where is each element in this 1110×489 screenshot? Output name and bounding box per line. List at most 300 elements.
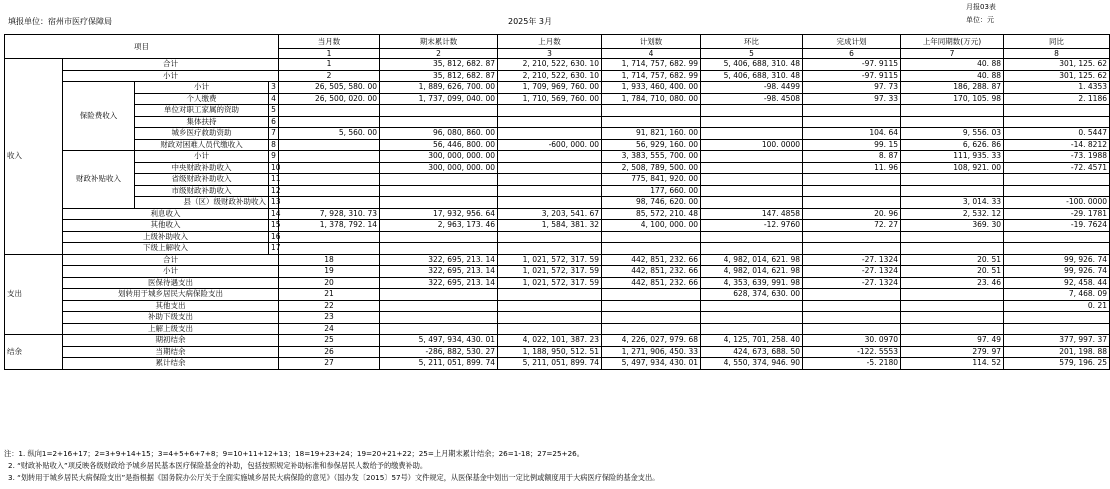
value-cell: 5, 406, 688, 310. 48: [701, 70, 803, 82]
col-header: 上月数: [498, 35, 602, 49]
group-label: 财政补贴收入: [63, 151, 135, 209]
value-cell: [498, 289, 602, 301]
value-cell: [901, 174, 1004, 186]
value-cell: 1, 584, 381. 32: [498, 220, 602, 232]
value-cell: [380, 116, 498, 128]
value-cell: [701, 128, 803, 140]
row-number: 16: [269, 231, 279, 243]
value-cell: [701, 300, 803, 312]
table-row: [5, 231, 1110, 243]
value-cell: 100. 0000: [701, 139, 803, 151]
col-header: 期末累计数: [380, 35, 498, 49]
col-header: 环比: [701, 35, 803, 49]
value-cell: 97. 49: [901, 335, 1004, 347]
value-cell: 6, 626. 86: [901, 139, 1004, 151]
value-cell: -14. 8212: [1004, 139, 1110, 151]
value-cell: 377, 997. 37: [1004, 335, 1110, 347]
table-row: [5, 197, 1110, 209]
row-label: 个人缴费: [135, 93, 269, 105]
row-number: 25: [279, 335, 380, 347]
table-row: [5, 358, 1110, 370]
value-cell: 4, 125, 701, 258. 40: [701, 335, 803, 347]
value-cell: 2, 532. 12: [901, 208, 1004, 220]
table-row: [5, 185, 1110, 197]
value-cell: 99, 926. 74: [1004, 266, 1110, 278]
value-cell: [498, 185, 602, 197]
row-number: 9: [269, 151, 279, 163]
value-cell: [701, 151, 803, 163]
row-number: 19: [279, 266, 380, 278]
value-cell: 201, 198. 88: [1004, 346, 1110, 358]
value-cell: 1, 889, 626, 700. 00: [380, 82, 498, 94]
value-cell: 3, 014. 33: [901, 197, 1004, 209]
value-cell: [380, 289, 498, 301]
value-cell: [279, 243, 380, 255]
value-cell: 1, 271, 906, 450. 33: [602, 346, 701, 358]
value-cell: [602, 300, 701, 312]
value-cell: [803, 185, 901, 197]
value-cell: 186, 288. 87: [901, 82, 1004, 94]
value-cell: 4, 226, 027, 979. 68: [602, 335, 701, 347]
value-cell: [1004, 174, 1110, 186]
value-cell: [803, 105, 901, 117]
table-row: [5, 220, 1110, 232]
table-row: [5, 128, 1110, 140]
value-cell: 1, 021, 572, 317. 59: [498, 266, 602, 278]
row-label: 省级财政补助收入: [135, 174, 269, 186]
row-number: 3: [269, 82, 279, 94]
value-cell: 85, 572, 210. 48: [602, 208, 701, 220]
value-cell: -100. 0000: [1004, 197, 1110, 209]
table-row: [5, 151, 1110, 163]
table-row: [5, 162, 1110, 174]
value-cell: 40. 88: [901, 59, 1004, 71]
row-label: 期初结余: [63, 335, 279, 347]
value-cell: [602, 289, 701, 301]
table-row: [5, 139, 1110, 151]
table-row: [5, 70, 1110, 82]
value-cell: [602, 105, 701, 117]
value-cell: [803, 289, 901, 301]
row-label: 其他支出: [63, 300, 279, 312]
value-cell: [1004, 231, 1110, 243]
value-cell: [803, 312, 901, 324]
value-cell: [498, 105, 602, 117]
reporting-unit: 填报单位：宿州市医疗保障局: [8, 17, 112, 26]
row-number: 1: [279, 59, 380, 71]
value-cell: -5. 2180: [803, 358, 901, 370]
value-cell: 96, 080, 860. 00: [380, 128, 498, 140]
value-cell: 5, 497, 934, 430. 01: [602, 358, 701, 370]
table-row: [5, 335, 1110, 347]
value-cell: 2. 1186: [1004, 93, 1110, 105]
row-number: 2: [279, 70, 380, 82]
value-cell: [1004, 312, 1110, 324]
value-cell: [901, 185, 1004, 197]
value-cell: 3, 383, 555, 700. 00: [602, 151, 701, 163]
value-cell: [380, 231, 498, 243]
value-cell: 91, 821, 160. 00: [602, 128, 701, 140]
table-row: [5, 300, 1110, 312]
table-row: [5, 266, 1110, 278]
value-cell: 7, 928, 310. 73: [279, 208, 380, 220]
value-cell: 35, 812, 682. 87: [380, 59, 498, 71]
value-cell: 20. 51: [901, 254, 1004, 266]
row-label: 合计: [63, 254, 279, 266]
value-cell: 442, 851, 232. 66: [602, 266, 701, 278]
col-header: 当月数: [279, 35, 380, 49]
footnote: 3. “划转用于城乡居民大病保险支出”是指根据《国务院办公厅关于全面实施城乡居民大病保险的意见》（国办发〔2015〕57号）文件规定，从医保基金中划出一定比例或额度用于大病医疗保险的基金支出。: [8, 473, 660, 482]
value-cell: [279, 231, 380, 243]
value-cell: 5, 497, 934, 430. 01: [380, 335, 498, 347]
value-cell: [602, 231, 701, 243]
row-label: 市级财政补助收入: [135, 185, 269, 197]
value-cell: 72. 27: [803, 220, 901, 232]
value-cell: 17, 932, 956. 64: [380, 208, 498, 220]
value-cell: [602, 312, 701, 324]
row-label: 小计: [63, 70, 279, 82]
value-cell: 775, 841, 920. 00: [602, 174, 701, 186]
value-cell: [498, 231, 602, 243]
value-cell: 99. 15: [803, 139, 901, 151]
footnote: 2. “财政补贴收入”项反映各级财政给予城乡居民基本医疗保险基金的补助，包括按照规定补助标准和参保居民人数给予的缴费补助。: [8, 461, 428, 470]
col-header: 上年同期数(万元): [901, 35, 1004, 49]
value-cell: [901, 105, 1004, 117]
value-cell: [701, 243, 803, 255]
value-cell: [498, 151, 602, 163]
row-number: 26: [279, 346, 380, 358]
value-cell: 1, 188, 950, 512. 51: [498, 346, 602, 358]
value-cell: [701, 231, 803, 243]
value-cell: [803, 197, 901, 209]
value-cell: [380, 300, 498, 312]
row-number: 13: [269, 197, 279, 209]
col-number: 2: [380, 49, 498, 59]
value-cell: [498, 128, 602, 140]
value-cell: [498, 174, 602, 186]
value-cell: 40. 88: [901, 70, 1004, 82]
table-row: [5, 116, 1110, 128]
value-cell: 56, 929, 160. 00: [602, 139, 701, 151]
row-number: 24: [279, 323, 380, 335]
value-cell: -72. 4571: [1004, 162, 1110, 174]
value-cell: 7, 468. 09: [1004, 289, 1110, 301]
value-cell: -29. 1781: [1004, 208, 1110, 220]
row-label: 合计: [63, 59, 279, 71]
row-label: 其他收入: [63, 220, 269, 232]
table-row: [5, 346, 1110, 358]
value-cell: 442, 851, 232. 66: [602, 254, 701, 266]
value-cell: 35, 812, 682. 87: [380, 70, 498, 82]
value-cell: -97. 9115: [803, 70, 901, 82]
value-cell: 424, 673, 688. 50: [701, 346, 803, 358]
form-number: 月报03表: [966, 3, 996, 11]
value-cell: 1, 709, 969, 760. 00: [498, 82, 602, 94]
value-cell: 1, 021, 572, 317. 59: [498, 277, 602, 289]
value-cell: [279, 185, 380, 197]
value-cell: 4, 022, 101, 387. 23: [498, 335, 602, 347]
row-label: 划转用于城乡居民大病保险支出: [63, 289, 279, 301]
value-cell: [498, 162, 602, 174]
row-label: 补助下级支出: [63, 312, 279, 324]
value-cell: [1004, 116, 1110, 128]
value-cell: [1004, 105, 1110, 117]
row-label: 上级补助收入: [63, 231, 269, 243]
value-cell: -73. 1988: [1004, 151, 1110, 163]
value-cell: 5, 560. 00: [279, 128, 380, 140]
value-cell: 97. 73: [803, 82, 901, 94]
value-cell: [602, 116, 701, 128]
value-cell: [901, 116, 1004, 128]
col-number: 7: [901, 49, 1004, 59]
row-label: 城乡医疗救助资助: [135, 128, 269, 140]
row-number: 8: [269, 139, 279, 151]
value-cell: 104. 64: [803, 128, 901, 140]
value-cell: [279, 105, 380, 117]
row-label: 上解上级支出: [63, 323, 279, 335]
value-cell: [279, 139, 380, 151]
row-label: 当期结余: [63, 346, 279, 358]
value-cell: [279, 197, 380, 209]
value-cell: 300, 000, 000. 00: [380, 162, 498, 174]
col-number: 3: [498, 49, 602, 59]
value-cell: -27. 1324: [803, 266, 901, 278]
value-cell: [901, 323, 1004, 335]
row-label: 小计: [135, 82, 269, 94]
row-number: 11: [269, 174, 279, 186]
row-number: 7: [269, 128, 279, 140]
table-row: [5, 289, 1110, 301]
value-cell: -98. 4508: [701, 93, 803, 105]
row-number: 10: [269, 162, 279, 174]
table-row: [5, 254, 1110, 266]
value-cell: 8. 87: [803, 151, 901, 163]
value-cell: -19. 7624: [1004, 220, 1110, 232]
table-row: [5, 323, 1110, 335]
row-number: 15: [269, 220, 279, 232]
col-number: 6: [803, 49, 901, 59]
value-cell: [701, 105, 803, 117]
value-cell: [701, 312, 803, 324]
value-cell: -27. 1324: [803, 277, 901, 289]
value-cell: 301, 125. 62: [1004, 59, 1110, 71]
value-cell: 1. 4353: [1004, 82, 1110, 94]
value-cell: 301, 125. 62: [1004, 70, 1110, 82]
fund-report-table: [4, 34, 1110, 370]
value-cell: 30. 0970: [803, 335, 901, 347]
value-cell: [701, 323, 803, 335]
value-cell: [602, 323, 701, 335]
row-number: 20: [279, 277, 380, 289]
value-cell: [1004, 243, 1110, 255]
col-header: 同比: [1004, 35, 1110, 49]
group-label: 结余: [5, 335, 63, 370]
value-cell: 4, 982, 014, 621. 98: [701, 254, 803, 266]
value-cell: 9, 556. 03: [901, 128, 1004, 140]
value-cell: 1, 714, 757, 682. 99: [602, 70, 701, 82]
value-cell: 26, 500, 020. 00: [279, 93, 380, 105]
row-number: 23: [279, 312, 380, 324]
row-number: 18: [279, 254, 380, 266]
value-cell: 1, 378, 792. 14: [279, 220, 380, 232]
group-label: 支出: [5, 254, 63, 335]
value-cell: [498, 323, 602, 335]
row-number: 14: [269, 208, 279, 220]
table-row: [5, 243, 1110, 255]
value-cell: 0. 5447: [1004, 128, 1110, 140]
value-cell: [901, 243, 1004, 255]
value-cell: 579, 196. 25: [1004, 358, 1110, 370]
value-cell: 1, 933, 460, 400. 00: [602, 82, 701, 94]
value-cell: [380, 197, 498, 209]
col-number: 5: [701, 49, 803, 59]
footnotes: [4, 448, 659, 484]
value-cell: [380, 243, 498, 255]
value-cell: [803, 116, 901, 128]
value-cell: [498, 312, 602, 324]
row-label: 集体扶持: [135, 116, 269, 128]
row-number: 4: [269, 93, 279, 105]
value-cell: [279, 116, 380, 128]
row-label: 财政对困难人员代缴收入: [135, 139, 269, 151]
table-row: [5, 82, 1110, 94]
col-number: 8: [1004, 49, 1110, 59]
value-cell: 26, 505, 580. 00: [279, 82, 380, 94]
value-cell: 5, 211, 051, 899. 74: [380, 358, 498, 370]
value-cell: 56, 446, 800. 00: [380, 139, 498, 151]
value-cell: 1, 737, 099, 040. 00: [380, 93, 498, 105]
row-number: 17: [269, 243, 279, 255]
group-label: 收入: [5, 59, 63, 255]
value-cell: 369. 30: [901, 220, 1004, 232]
value-cell: 92, 458. 44: [1004, 277, 1110, 289]
value-cell: 97. 33: [803, 93, 901, 105]
value-cell: 111, 935. 33: [901, 151, 1004, 163]
row-label: 利息收入: [63, 208, 269, 220]
value-cell: 11. 96: [803, 162, 901, 174]
value-cell: 300, 000, 000. 00: [380, 151, 498, 163]
value-cell: [803, 174, 901, 186]
value-cell: 628, 374, 630. 00: [701, 289, 803, 301]
value-cell: [701, 162, 803, 174]
value-cell: [803, 231, 901, 243]
value-cell: 442, 851, 232. 66: [602, 277, 701, 289]
column-header-row: [5, 35, 1110, 49]
row-number: 5: [269, 105, 279, 117]
row-label: 县（区）级财政补助收入: [135, 197, 269, 209]
table-row: [5, 277, 1110, 289]
value-cell: [701, 197, 803, 209]
table-row: [5, 93, 1110, 105]
value-cell: -98. 4499: [701, 82, 803, 94]
value-cell: 177, 660. 00: [602, 185, 701, 197]
value-cell: -600, 000. 00: [498, 139, 602, 151]
report-period: 2025年 3月: [508, 17, 552, 26]
value-cell: 279. 97: [901, 346, 1004, 358]
value-cell: 4, 550, 374, 946. 90: [701, 358, 803, 370]
col-number: 1: [279, 49, 380, 59]
col-header: 完成计划: [803, 35, 901, 49]
value-cell: [380, 323, 498, 335]
row-label: 下级上解收入: [63, 243, 269, 255]
value-cell: 0. 21: [1004, 300, 1110, 312]
value-cell: -12. 9760: [701, 220, 803, 232]
value-cell: [901, 312, 1004, 324]
table-row: [5, 312, 1110, 324]
value-cell: [279, 174, 380, 186]
value-cell: [380, 174, 498, 186]
value-cell: 322, 695, 213. 14: [380, 266, 498, 278]
value-cell: [498, 300, 602, 312]
col-number: 4: [602, 49, 701, 59]
row-label: 单位对职工家属的资助: [135, 105, 269, 117]
row-label: 小计: [135, 151, 269, 163]
value-cell: -27. 1324: [803, 254, 901, 266]
row-label: 累计结余: [63, 358, 279, 370]
value-cell: [1004, 185, 1110, 197]
value-cell: 99, 926. 74: [1004, 254, 1110, 266]
value-cell: [279, 162, 380, 174]
value-cell: 114. 52: [901, 358, 1004, 370]
value-cell: 1, 714, 757, 682. 99: [602, 59, 701, 71]
value-cell: [901, 231, 1004, 243]
value-cell: 4, 353, 639, 991. 98: [701, 277, 803, 289]
value-cell: 3, 203, 541. 67: [498, 208, 602, 220]
row-number: 21: [279, 289, 380, 301]
value-cell: [279, 151, 380, 163]
value-cell: 20. 51: [901, 266, 1004, 278]
value-cell: [1004, 323, 1110, 335]
value-cell: [498, 243, 602, 255]
value-cell: [602, 243, 701, 255]
value-cell: 147. 4858: [701, 208, 803, 220]
row-label: 医保待遇支出: [63, 277, 279, 289]
value-cell: [701, 174, 803, 186]
row-label: 小计: [63, 266, 279, 278]
value-cell: -122. 5553: [803, 346, 901, 358]
value-cell: [498, 197, 602, 209]
row-number: 22: [279, 300, 380, 312]
footnote: 注：1. 纵向1=2+16+17；2=3+9+14+15；3=4+5+6+7+8；9=10+11+12+13；18=19+23+24；19=20+21+22；25=上月期末累计结余；26=1-18；27=25+26。: [4, 449, 584, 458]
value-cell: 2, 963, 173. 46: [380, 220, 498, 232]
col-header: 计划数: [602, 35, 701, 49]
value-cell: [380, 105, 498, 117]
value-cell: 5, 211, 051, 899. 74: [498, 358, 602, 370]
value-cell: 170, 105. 98: [901, 93, 1004, 105]
value-cell: 1, 710, 569, 760. 00: [498, 93, 602, 105]
item-header: 项目: [5, 35, 279, 59]
value-cell: -97. 9115: [803, 59, 901, 71]
value-cell: 1, 021, 572, 317. 59: [498, 254, 602, 266]
value-cell: [803, 323, 901, 335]
group-label: 保险费收入: [63, 82, 135, 151]
table-row: [5, 174, 1110, 186]
value-cell: [380, 185, 498, 197]
value-cell: 98, 746, 620. 00: [602, 197, 701, 209]
value-cell: -286, 882, 530. 27: [380, 346, 498, 358]
value-cell: [901, 289, 1004, 301]
value-cell: 23. 46: [901, 277, 1004, 289]
value-cell: 4, 100, 000. 00: [602, 220, 701, 232]
value-cell: 322, 695, 213. 14: [380, 254, 498, 266]
value-cell: 2, 210, 522, 630. 10: [498, 70, 602, 82]
value-cell: [701, 185, 803, 197]
value-cell: [803, 243, 901, 255]
row-label: 中央财政补助收入: [135, 162, 269, 174]
table-row: [5, 105, 1110, 117]
value-cell: 2, 210, 522, 630. 10: [498, 59, 602, 71]
value-cell: [803, 300, 901, 312]
